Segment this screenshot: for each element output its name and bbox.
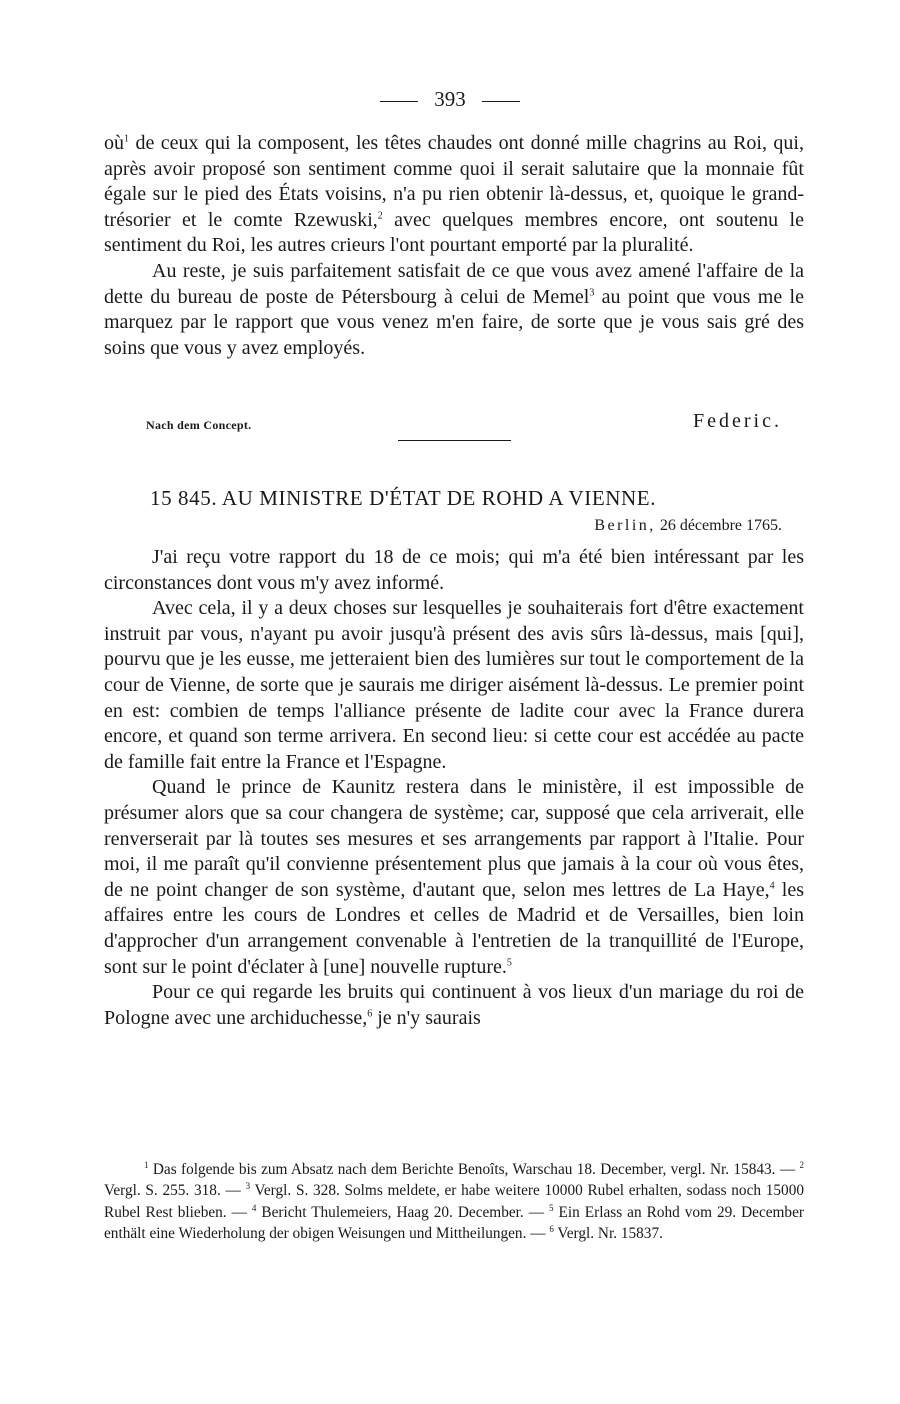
footnote-ref-4[interactable]: 4: [769, 880, 775, 892]
page-number-rule-left: [380, 101, 418, 102]
footnote-4: Bericht Thulemeiers, Haag 20. December. —: [256, 1203, 550, 1221]
letter-1-closing: [146, 410, 782, 436]
letter-2-dateline: [594, 517, 782, 535]
footnotes: [104, 1159, 804, 1245]
footnote-mark-4: 4: [251, 1202, 257, 1213]
footnote-mark-5: 5: [549, 1202, 554, 1213]
footnote-ref-3[interactable]: 3: [589, 286, 595, 298]
dateline-date: 26 décembre 1765.: [655, 517, 782, 534]
footnote-mark-6: 6: [549, 1224, 554, 1235]
letter-2-paragraph-4: Pour ce qui regarde les bruits qui continuent à vos lieux d'un mariage du roi de Pologne avec une archiduchesse,$^6$ je n'y saurais: [104, 981, 804, 1029]
letter-2-paragraph-1: J'ai reçu votre rapport du 18 de ce mois; qui m'a été bien intéressant par les circonstances dont vous m'y avez informé.: [104, 546, 804, 594]
footnote-ref-1[interactable]: 1: [124, 133, 129, 145]
footnote-mark-2: 2: [799, 1159, 804, 1170]
letter-1-paragraph-2: Au reste, je suis parfaitement satisfait de ce que vous avez amené l'affaire de la dette du bureau de poste de Pétersbourg à celui de Memel$^3$ au point que vous me le marquez par le rapport que vous venez m'en faire, de sorte que je vous sais gré des soins que vous y avez employés.: [104, 259, 804, 359]
letter-2-paragraph-3: Quand le prince de Kaunitz restera dans le ministère, il est impossible de présumer alors que sa cour changera de système; car, supposé que cela arriverait, elle renverserait par là toutes ses mesures et ses arrangements par rapport à l'Italie. Pour moi, il me paraît qu'il convienne présentement plus que jamais à la cour où vous êtes, de ne point changer de son système, d'autant que, selon mes lettres de La Haye,$^4$ les affaires entre les cours de Londres et celles de Madrid et de Versailles, bien loin d'approcher d'un arrangement convenable à l'entretien de la tranquillité de l'Europe, sont sur le point d'éclater à [une] nouvelle rupture.$^5$: [104, 776, 804, 978]
dateline-place: Berlin,: [594, 517, 656, 534]
footnotes-text: [104, 1159, 804, 1245]
footnote-3: Vergl. S. 328. Solms meldete, er habe weitere 10000 Rubel erhalten, sodass noch 15000 Rubel Rest blieben. —: [104, 1182, 804, 1221]
letter-2-heading: 15 845. AU MINISTRE D'ÉTAT DE ROHD A VIENNE.: [150, 486, 657, 510]
footnote-mark-1: 1: [144, 1159, 149, 1170]
footnote-6: Vergl. Nr. 15837.: [553, 1225, 663, 1243]
page-number-line: [0, 86, 900, 112]
letter-2-paragraph-2: Avec cela, il y a deux choses sur lesquelles je souhaiterais fort d'être exactement instruit par vous, n'ayant pu avoir jusqu'à présent des avis sûrs là-dessus, mais [qui], pourvu que je les eusse, me jetteraient bien des lumières sur tout le comportement de la cour de Vienne, de sorte que je saurais me diriger aisément là-dessus. Le premier point en est: combien de temps l'alliance présente de ladite cour avec la France durera encore, et quand son terme arrivera. En second lieu: si cette cour est accédée au pacte de famille fait entre la France et l'Espagne.: [104, 597, 804, 773]
source-note: Nach dem Concept.: [146, 418, 252, 432]
footnote-ref-5[interactable]: 5: [506, 956, 512, 968]
letter-1-body: [104, 131, 804, 361]
footnote-ref-2[interactable]: 2: [377, 210, 383, 222]
footnote-mark-3: 3: [245, 1181, 251, 1192]
signature: Federic.: [693, 410, 782, 432]
footnote-ref-6[interactable]: 6: [367, 1008, 373, 1020]
page-number: 393: [434, 87, 466, 111]
footnote-1: Das folgende bis zum Absatz nach dem Berichte Benoîts, Warschau 18. December, vergl. Nr. 15843. —: [148, 1161, 800, 1178]
footnote-5: Ein Erlass an Rohd vom 29. December enthält eine Wiederholung der obigen Weisungen und Mittheilungen. —: [104, 1203, 804, 1243]
section-divider: [398, 440, 511, 441]
letter-1-paragraph-1: $où^1$ de ceux qui la composent, les têtes chaudes ont donné mille chagrins au Roi, qui, après avoir proposé son sentiment comme quoi il serait salutaire que la monnaie fût égale sur le pied des États voisins, n'a pu rien obtenir là-dessus, et, quoique le grand-trésorier et le comte Rzewuski,$^2$ avec quelques membres encore, ont soutenu le sentiment du Roi, les autres crieurs l'ont pourtant emporté par la pluralité.: [104, 132, 804, 257]
letter-2-body: [104, 545, 804, 1031]
footnote-2: Vergl. S. 255. 318. —: [104, 1182, 246, 1200]
page-number-rule-right: [482, 101, 520, 102]
